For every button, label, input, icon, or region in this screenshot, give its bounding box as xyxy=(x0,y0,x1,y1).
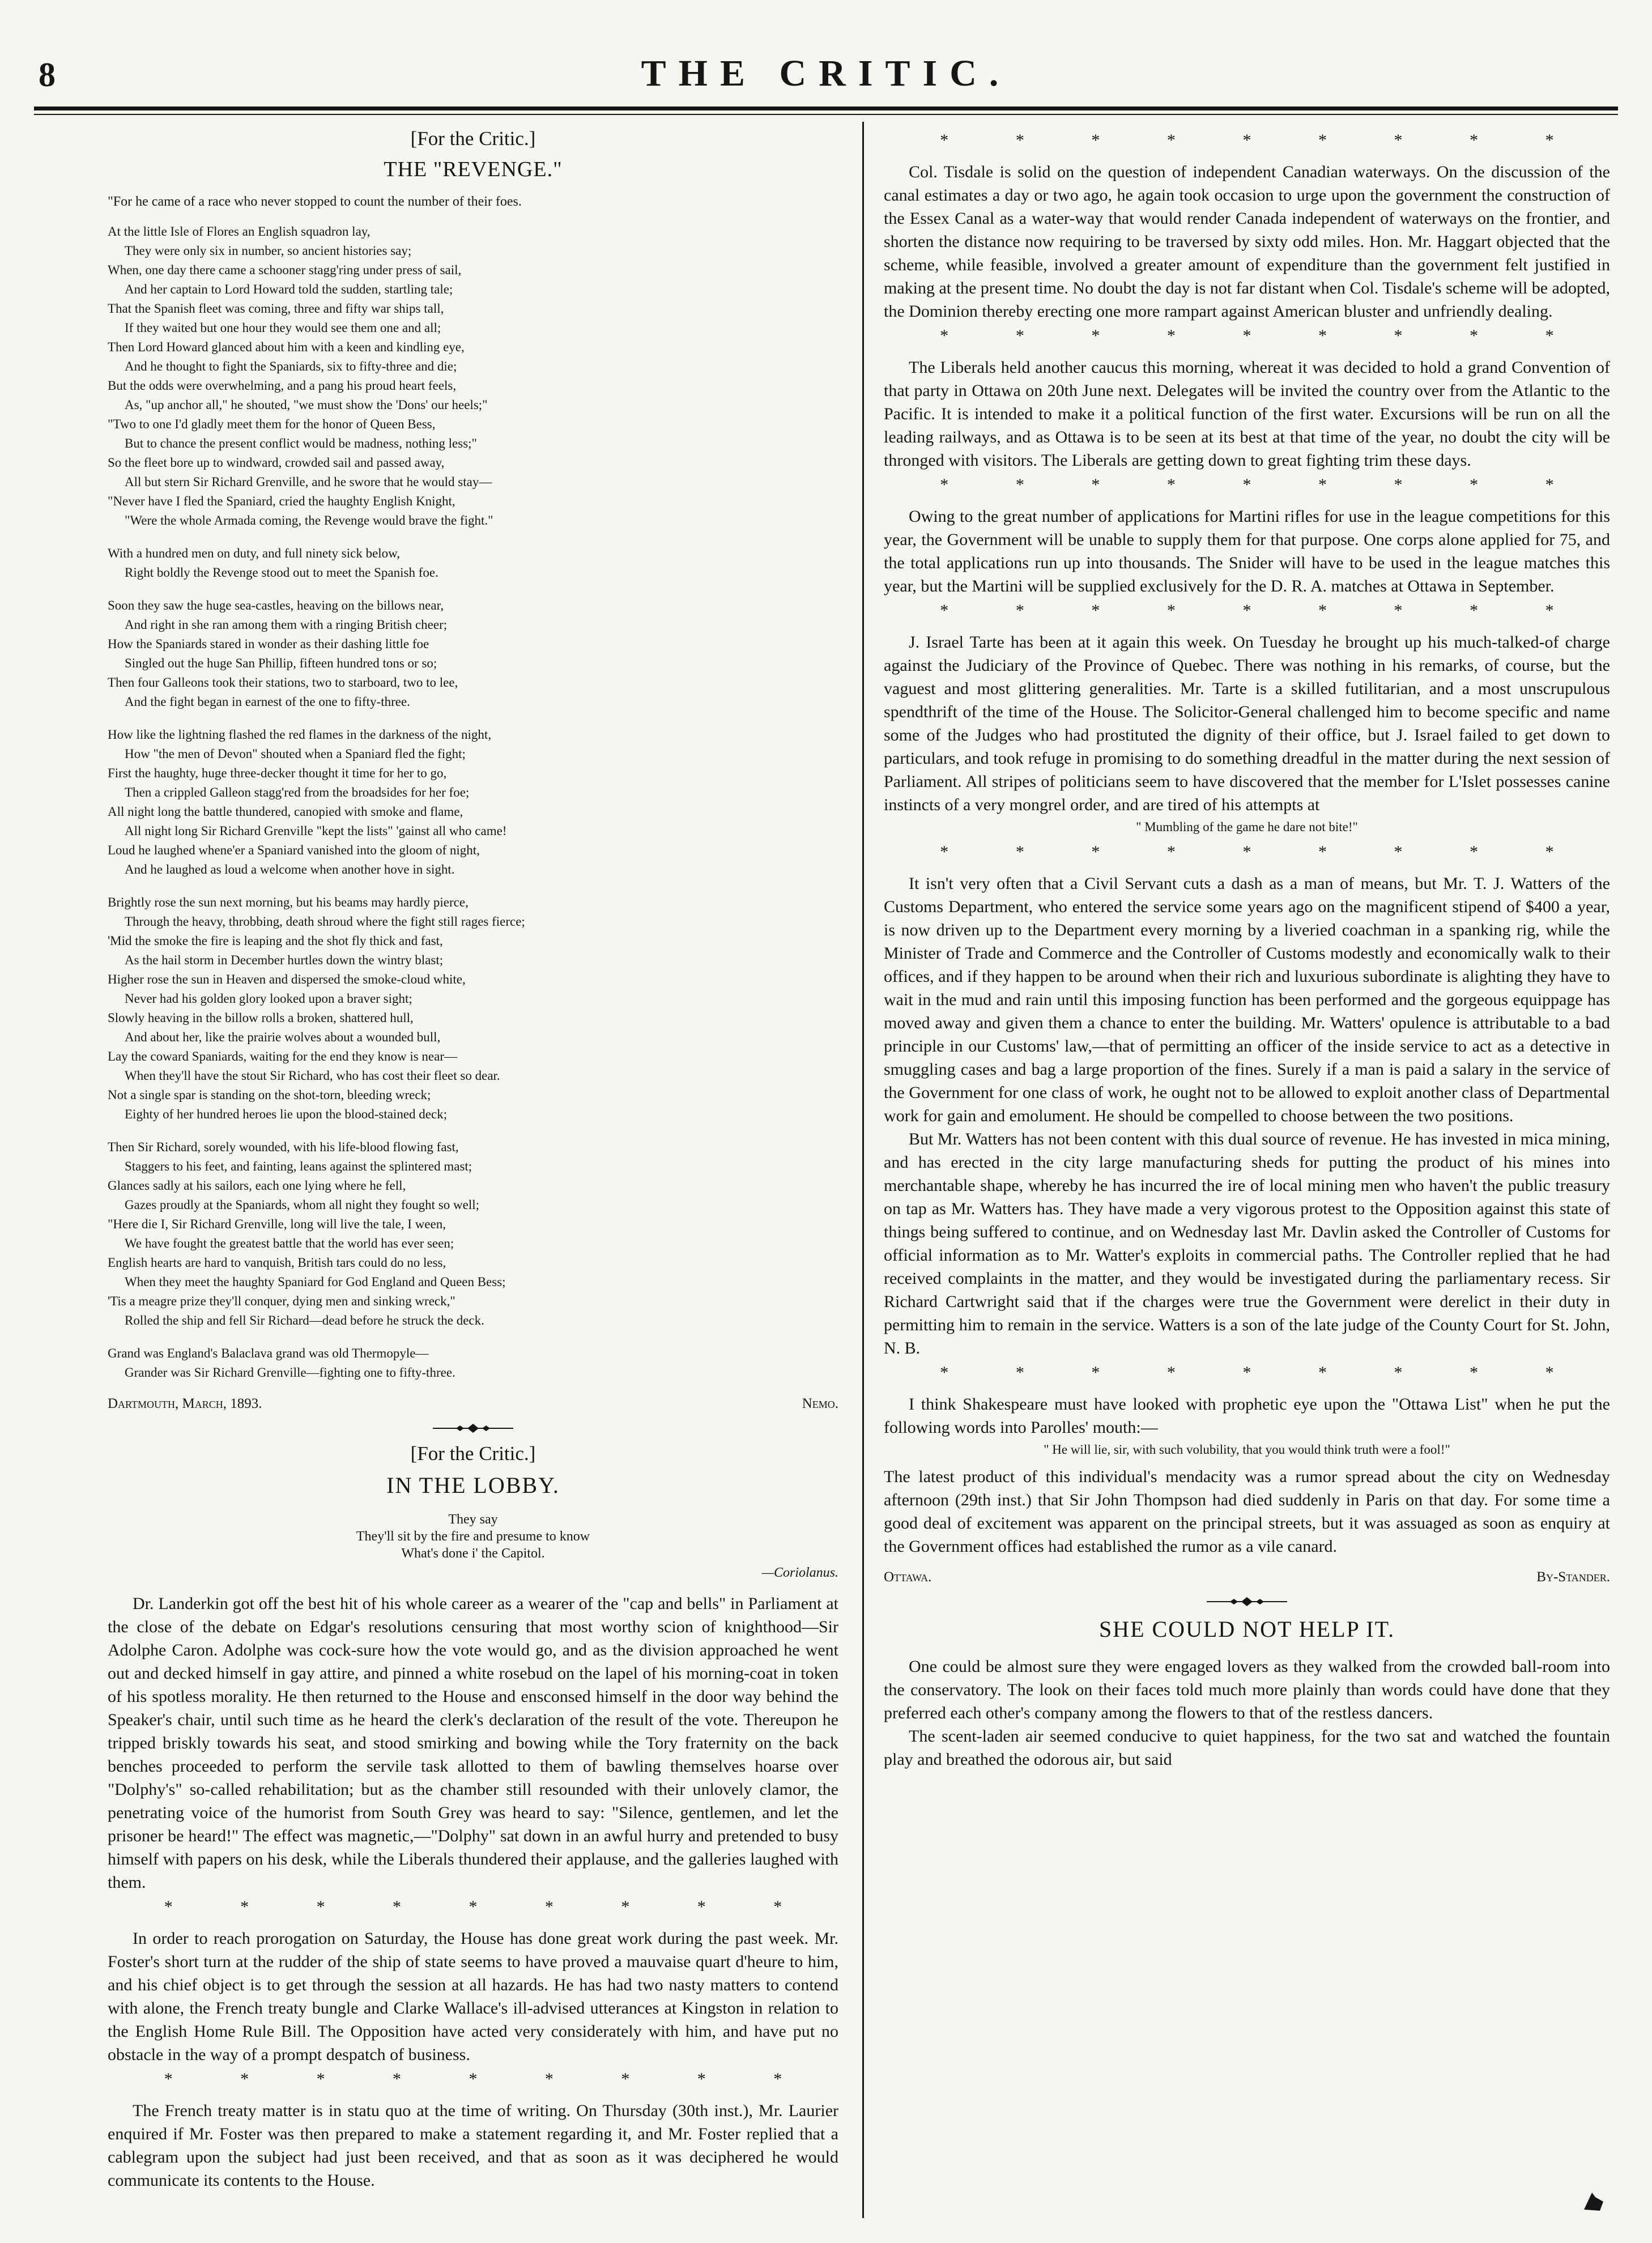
motto-line: They'll sit by the fire and presume to know xyxy=(356,1529,590,1544)
poem-line: So the fleet bore up to windward, crowded sail and passed away, xyxy=(108,456,445,470)
motto-line: They say xyxy=(448,1512,498,1527)
lobby-dateline: Ottawa. xyxy=(884,1569,932,1585)
poem-line: 'Tis a meagre prize they'll conquer, dying men and sinking wreck," xyxy=(108,1294,455,1308)
poem-line: Soon they saw the huge sea-castles, heaving on the billows near, xyxy=(108,598,444,612)
poem-line: "Here die I, Sir Richard Grenville, long will live the tale, I ween, xyxy=(108,1217,446,1231)
poem-line: How the Spaniards stared in wonder as their dashing little foe xyxy=(108,637,429,651)
masthead xyxy=(34,52,1618,114)
section-ornament xyxy=(884,1595,1610,1610)
poem-line: Right boldly the Revenge stood out to meet the Spanish foe. xyxy=(125,565,438,580)
poem-line: If they waited but one hour they would see them one and all; xyxy=(125,321,441,335)
poem-stanza xyxy=(108,222,838,530)
poem-line: As, "up anchor all," he shouted, "we must show the 'Dons' our heels;" xyxy=(125,398,488,412)
lobby-byline xyxy=(884,1569,1610,1585)
poem-line: But to chance the present conflict would be madness, nothing less;" xyxy=(125,436,477,450)
help-it-paragraph: The scent-laden air seemed conducive to quiet happiness, for the two sat and watched the fountain play and breathed the odorous air, but said xyxy=(884,1727,1610,1769)
poem-line: Glances sadly at his sailors, each one lying where he fell, xyxy=(108,1178,406,1193)
poem-stanza xyxy=(108,893,838,1124)
poem-line: When they meet the haughty Spaniard for God England and Queen Bess; xyxy=(125,1275,506,1289)
poem-line: Higher rose the sun in Heaven and dispersed the smoke-cloud white, xyxy=(108,972,466,986)
poem-line: Then Sir Richard, sorely wounded, with his life-blood flowing fast, xyxy=(108,1140,459,1154)
motto-attribution: —Coriolanus. xyxy=(761,1565,838,1580)
left-column xyxy=(108,127,838,2224)
poem-line: Grander was Sir Richard Grenville—fighting one to fifty-three. xyxy=(125,1365,455,1380)
poem-line: Grand was England's Balaclava grand was old Thermopyle— xyxy=(108,1346,429,1360)
poem-line: And about her, like the prairie wolves about a wounded bull, xyxy=(125,1030,441,1044)
right-column xyxy=(884,127,1610,2224)
lobby-paragraph-martini-rifles: Owing to the great number of applications for Martini rifles for use in the league competitions for this year, the Government will be unable to supply them for that purpose. One corps alone applied for 75, and the total applications run up into thousands. The Snider will have to be used in the league matches this year, but the Martini will be supplied exclusively for the D. R. A. matches at Ottawa in September. xyxy=(884,507,1610,595)
lobby-paragraph-tisdale: Col. Tisdale is solid on the question of independent Canadian waterways. On the discussion of the canal estimates a day or two ago, he again took occasion to urge upon the government the construction of the Essex Canal as a water-way that would render Canada independent of waterways on the frontier, and shorten the distance now requiring to be traversed by sixty odd miles. Hon. Mr. Haggart objected that the scheme, while feasible, involved a greater amount of expenditure than the government felt justified in making at the present time. No doubt the day is not far distant when Col. Tisdale's scheme will be adopted, the Dominion thereby erecting one more rampart against American bluster and unfriendly dealing. xyxy=(884,163,1610,321)
poem-line: Then a crippled Galleon stagg'red from the broadsides for her foe; xyxy=(125,785,470,799)
poem-stanza xyxy=(108,725,838,879)
revenge-signature: Nemo. xyxy=(802,1396,838,1411)
poem-line: First the haughty, huge three-decker thought it time for her to go, xyxy=(108,766,447,780)
poem-line: And right in she ran among them with a ringing British cheer; xyxy=(125,618,448,632)
revenge-byline xyxy=(108,1396,838,1412)
ornament-icon xyxy=(431,1422,516,1435)
poem-line: Eighty of her hundred heroes lie upon the blood-stained deck; xyxy=(125,1107,448,1121)
poem-line: All but stern Sir Richard Grenville, and he swore that he would stay— xyxy=(125,475,492,489)
poem-line: Loud he laughed whene'er a Spaniard vanished into the gloom of night, xyxy=(108,843,480,857)
poem-line: How "the men of Devon" shouted when a Spaniard fled the fight; xyxy=(125,747,466,761)
lobby-signature: By-Stander. xyxy=(1536,1569,1610,1585)
lobby-kicker: [For the Critic.] xyxy=(410,1442,536,1465)
poem-line: Slowly heaving in the billow rolls a broken, shattered hull, xyxy=(108,1011,414,1025)
masthead-rule-thin xyxy=(34,114,1618,115)
poem-stanza xyxy=(108,596,838,712)
poem-line: Staggers to his feet, and fainting, leans against the splintered mast; xyxy=(125,1159,472,1173)
poem-line: That the Spanish fleet was coming, three and fifty war ships tall, xyxy=(108,301,444,316)
poem-line: And he thought to fight the Spaniards, six to fifty-three and die; xyxy=(125,359,457,373)
poem-line: "Were the whole Armada coming, the Revenge would brave the fight." xyxy=(125,513,493,527)
star-divider: * * * * * * * * * xyxy=(940,475,1554,494)
revenge-title: THE "REVENGE." xyxy=(384,158,563,181)
poem-line: Brightly rose the sun next morning, but his beams may hardly pierce, xyxy=(108,895,469,909)
poem-line: Lay the coward Spaniards, waiting for the end they know is near— xyxy=(108,1049,457,1063)
lobby-title: IN THE LOBBY. xyxy=(386,1472,560,1498)
poem-stanza xyxy=(108,1138,838,1330)
page-number: 8 xyxy=(39,56,56,93)
column-divider xyxy=(862,122,864,2218)
poem-line: Never had his golden glory looked upon a braver sight; xyxy=(125,991,412,1006)
poem-line: "Two to one I'd gladly meet them for the honor of Queen Bess, xyxy=(108,417,436,431)
poem-line: With a hundred men on duty, and full ninety sick below, xyxy=(108,546,401,560)
poem-line: Not a single spar is standing on the shot-torn, bleeding wreck; xyxy=(108,1088,431,1102)
quote-mumbling: " Mumbling of the game he dare not bite!" xyxy=(1136,820,1358,834)
lobby-paragraph-landerkin: Dr. Landerkin got off the best hit of his whole career as a wearer of the "cap and bells" in Parliament at the close of the debate on Edgar's resolutions censuring that most worthy scion of knighthood—Sir Adolphe Caron. Adolphe was cock-sure how the vote would go, and as the division approached he went out and decked himself in gay attire, and pinned a white rosebud on the lapel of his morning-coat in token of his spotless morality. He then returned to the House and ensconsed himself in the door way behind the Speaker's chair, until such time as he heard the clerk's declaration of the result of the vote. Thereupon he tripped briskly towards his seat, and stood smirking and bowing while the Tory fraternity on the back benches proceeded to perform the servile task allotted to them of bawling themselves hoarse over "Dolphy's" so-called rehabilitation; but as the chamber still resounded with their unlovely clamor, the penetrating voice of the humorist from South Grey was heard to say: "Silence, gentlemen, and let the prisoner be heard!" The effect was magnetic,—"Dolphy" sat down in an awful hurry and pretended to busy himself with papers on his desk, while the Liberals thundered their applause, and the galleries laughed with them. xyxy=(108,1594,838,1892)
poem-line: 'Mid the smoke the fire is leaping and the shot fly thick and fast, xyxy=(108,934,443,948)
star-divider: * * * * * * * * * xyxy=(164,1897,782,1916)
poem-line: They were only six in number, so ancient histories say; xyxy=(125,244,412,258)
lobby-paragraph-rumor: The latest product of this individual's mendacity was a rumor spread about the city on Wednesday afternoon (29th inst.) that Sir John Thompson had died suddenly in Paris on that day. For some time a good deal of excitement was apparent on the principal streets, but it was assuaged as soon as enquiry at the Government offices had established the rumor as a vile canard. xyxy=(884,1467,1610,1556)
revenge-poem xyxy=(108,222,838,1382)
revenge-kicker: [For the Critic.] xyxy=(410,127,536,150)
poem-line: But the odds were overwhelming, and a pang his proud heart feels, xyxy=(108,378,457,393)
poem-stanza xyxy=(108,544,838,582)
revenge-epigraph: "For he came of a race who never stopped to count the number of their foes. xyxy=(108,194,522,209)
quote-parolles: " He will lie, sir, with such volubility, that you would think truth were a fool!" xyxy=(1044,1442,1450,1457)
section-ornament xyxy=(108,1422,838,1437)
poem-line: Singled out the huge San Phillip, fifteen hundred tons or so; xyxy=(125,656,437,670)
poem-stanza xyxy=(108,1344,838,1382)
poem-line: Through the heavy, throbbing, death shroud where the fight still rages fierce; xyxy=(125,914,525,929)
poem-line: All night long Sir Richard Grenville "kept the lists" 'gainst all who came! xyxy=(125,824,507,838)
poem-line: Rolled the ship and fell Sir Richard—dead before he struck the deck. xyxy=(125,1313,484,1327)
pointing-hand-icon xyxy=(1581,2187,1607,2213)
poem-line: All night long the battle thundered, canopied with smoke and flame, xyxy=(108,805,463,819)
lobby-paragraph-watters: It isn't very often that a Civil Servant cuts a dash as a man of means, but Mr. T. J. Watters of the Customs Department, who entered the service some years ago on the magnificent stipend of $400 a year, is now driven up to the Department every morning by a liveried coachman in a spanking rig, while the Minister of Trade and Commerce and the Controller of Customs modestly and economically walk to their offices, and if they happen to be around when their rich and luxurious subordinate is alighting they have to wait in the mud and rain until this imposing function has been performed and the gorgeous equippage has moved away and given them a chance to enter the building. Mr. Watters' opulence is attributable to a bad principle in our Customs' law,—that of permitting an officer of the inside service to act as a detective in smuggling cases and bag a large proportion of the fines. Surely if a man is paid a salary in the service of the Government for one class of work, he ought not to be allowed to exploit another class of Departmental work for gain and emolument. He should be compelled to choose between the two positions. xyxy=(884,874,1610,1125)
lobby-paragraph-watters-mica: But Mr. Watters has not been content with this dual source of revenue. He has invested in mica mining, and has erected in the city large manufacturing sheds for putting the product of his mines into merchantable shape, whereby he has incurred the ire of local mining men who haven't the public treasury on tap as Mr. Watters has. They have made a very vigorous protest to the Opposition against this state of things being suffered to continue, and on Wednesday last Mr. Davlin asked the Controller of Customs for official information as to Mr. Watter's exploits in commercial paths. The Controller replied that he had received complaints in the matter, and they would be investigated during the parliamentary recess. Sir Richard Cartwright said that if the charges were true the Government were derelict in their duty in permitting him to remain in the service. Watters is a son of the late judge of the County Court for St. John, N. B. xyxy=(884,1130,1610,1357)
star-divider: * * * * * * * * * xyxy=(940,842,1554,861)
poem-line: English hearts are hard to vanquish, British tars could do no less, xyxy=(108,1255,446,1270)
poem-line: Then Lord Howard glanced about him with a keen and kindling eye, xyxy=(108,340,465,354)
star-divider: * * * * * * * * * xyxy=(940,601,1554,620)
lobby-motto xyxy=(108,1511,838,1562)
lobby-paragraph-liberal-caucus: The Liberals held another caucus this morning, whereat it was decided to hold a grand Convention of that party in Ottawa on 20th June next. Delegates will be invited the country over from the Atlantic to the Pacific. It is intended to make it a political function of the first water. Excursions will be run on all the leading railways, and as Ottawa is to be seen at its best at that time of the year, no doubt the city will be thronged with visitors. The Liberals are getting down to great fighting trim these days. xyxy=(884,358,1610,470)
ornament-icon xyxy=(1204,1595,1289,1608)
motto-line: What's done i' the Capitol. xyxy=(401,1546,545,1561)
poem-line: As the hail storm in December hurtles down the wintry blast; xyxy=(125,953,444,967)
lobby-paragraph-tarte: J. Israel Tarte has been at it again this week. On Tuesday he brought up his much-talked-of charge against the Judiciary of the Province of Quebec. There was nothing in his remarks, of course, but the vaguest and most glittering generalities. Mr. Tarte is a skilled futilitarian, and a most unscrupulous spendthrift of the time of the House. The Solicitor-General challenged him to become specific and name some of the Judges who had prostituted the dignity of their office, but J. Israel failed to get down to particulars, and took refuge in promising to do something dreadful in the matter during the next session of Parliament. All stripes of politicians seem to have discovered that the member for L'Islet possesses canine instincts of a very mongrel order, and are tired of his attempts at xyxy=(884,633,1610,814)
poem-line: And he laughed as loud a welcome when another hove in sight. xyxy=(125,862,455,876)
star-divider: * * * * * * * * * xyxy=(940,1363,1554,1382)
lobby-paragraph-shakespeare: I think Shakespeare must have looked with prophetic eye upon the "Ottawa List" when he put the following words into Parolles' mouth:— xyxy=(884,1395,1610,1437)
star-divider: * * * * * * * * * xyxy=(940,131,1554,150)
star-divider: * * * * * * * * * xyxy=(940,326,1554,345)
poem-line: Then four Galleons took their stations, two to starboard, two to lee, xyxy=(108,675,458,690)
poem-line: At the little Isle of Flores an English squadron lay, xyxy=(108,224,371,239)
poem-line: Gazes proudly at the Spaniards, whom all night they fought so well; xyxy=(125,1198,479,1212)
lobby-paragraph-french-treaty: The French treaty matter is in statu quo at the time of writing. On Thursday (30th inst.), Mr. Laurier enquired if Mr. Foster was then prepared to make a statement regarding it, and Mr. Foster replied that a cablegram upon the subject had just been received, and that as soon as it was deciphered he would communicate its contents to the House. xyxy=(108,2101,838,2190)
star-divider: * * * * * * * * * xyxy=(164,2070,782,2088)
lobby-paragraph-prorogation: In order to reach prorogation on Saturday, the House has done great work during the past week. Mr. Foster's short turn at the rudder of the ship of state seems to have proved a mauvaise quart d'heure to him, and his chief object is to get through the session at all hazards. He has had two nasty matters to contend with alone, the French treaty bungle and Clarke Wallace's ill-advised utterances at Kingston in relation to the English Home Rule Bill. The Opposition have acted very considerately with him, and have put no obstacle in the way of a prompt despatch of business. xyxy=(108,1929,838,2064)
newspaper-title: THE CRITIC. xyxy=(641,53,1011,94)
revenge-dateline: Dartmouth, March, 1893. xyxy=(108,1396,262,1411)
poem-line: And her captain to Lord Howard told the sudden, startling tale; xyxy=(125,282,453,296)
poem-line: When, one day there came a schooner stagg'ring under press of sail, xyxy=(108,263,462,277)
poem-line: How like the lightning flashed the red flames in the darkness of the night, xyxy=(108,727,492,742)
masthead-rule xyxy=(34,107,1618,110)
help-it-paragraph: One could be almost sure they were engaged lovers as they walked from the crowded ball-room into the conservatory. The look on their faces told much more plainly than words could have done that they preferred each other's company among the flowers to that of the restless dancers. xyxy=(884,1657,1610,1722)
poem-line: "Never have I fled the Spaniard, cried the haughty English Knight, xyxy=(108,494,455,508)
poem-line: We have fought the greatest battle that the world has ever seen; xyxy=(125,1236,454,1250)
poem-line: When they'll have the stout Sir Richard, who has cost their fleet so dear. xyxy=(125,1069,500,1083)
poem-line: And the fight began in earnest of the one to fifty-three. xyxy=(125,695,410,709)
help-it-title: SHE COULD NOT HELP IT. xyxy=(1099,1616,1395,1642)
